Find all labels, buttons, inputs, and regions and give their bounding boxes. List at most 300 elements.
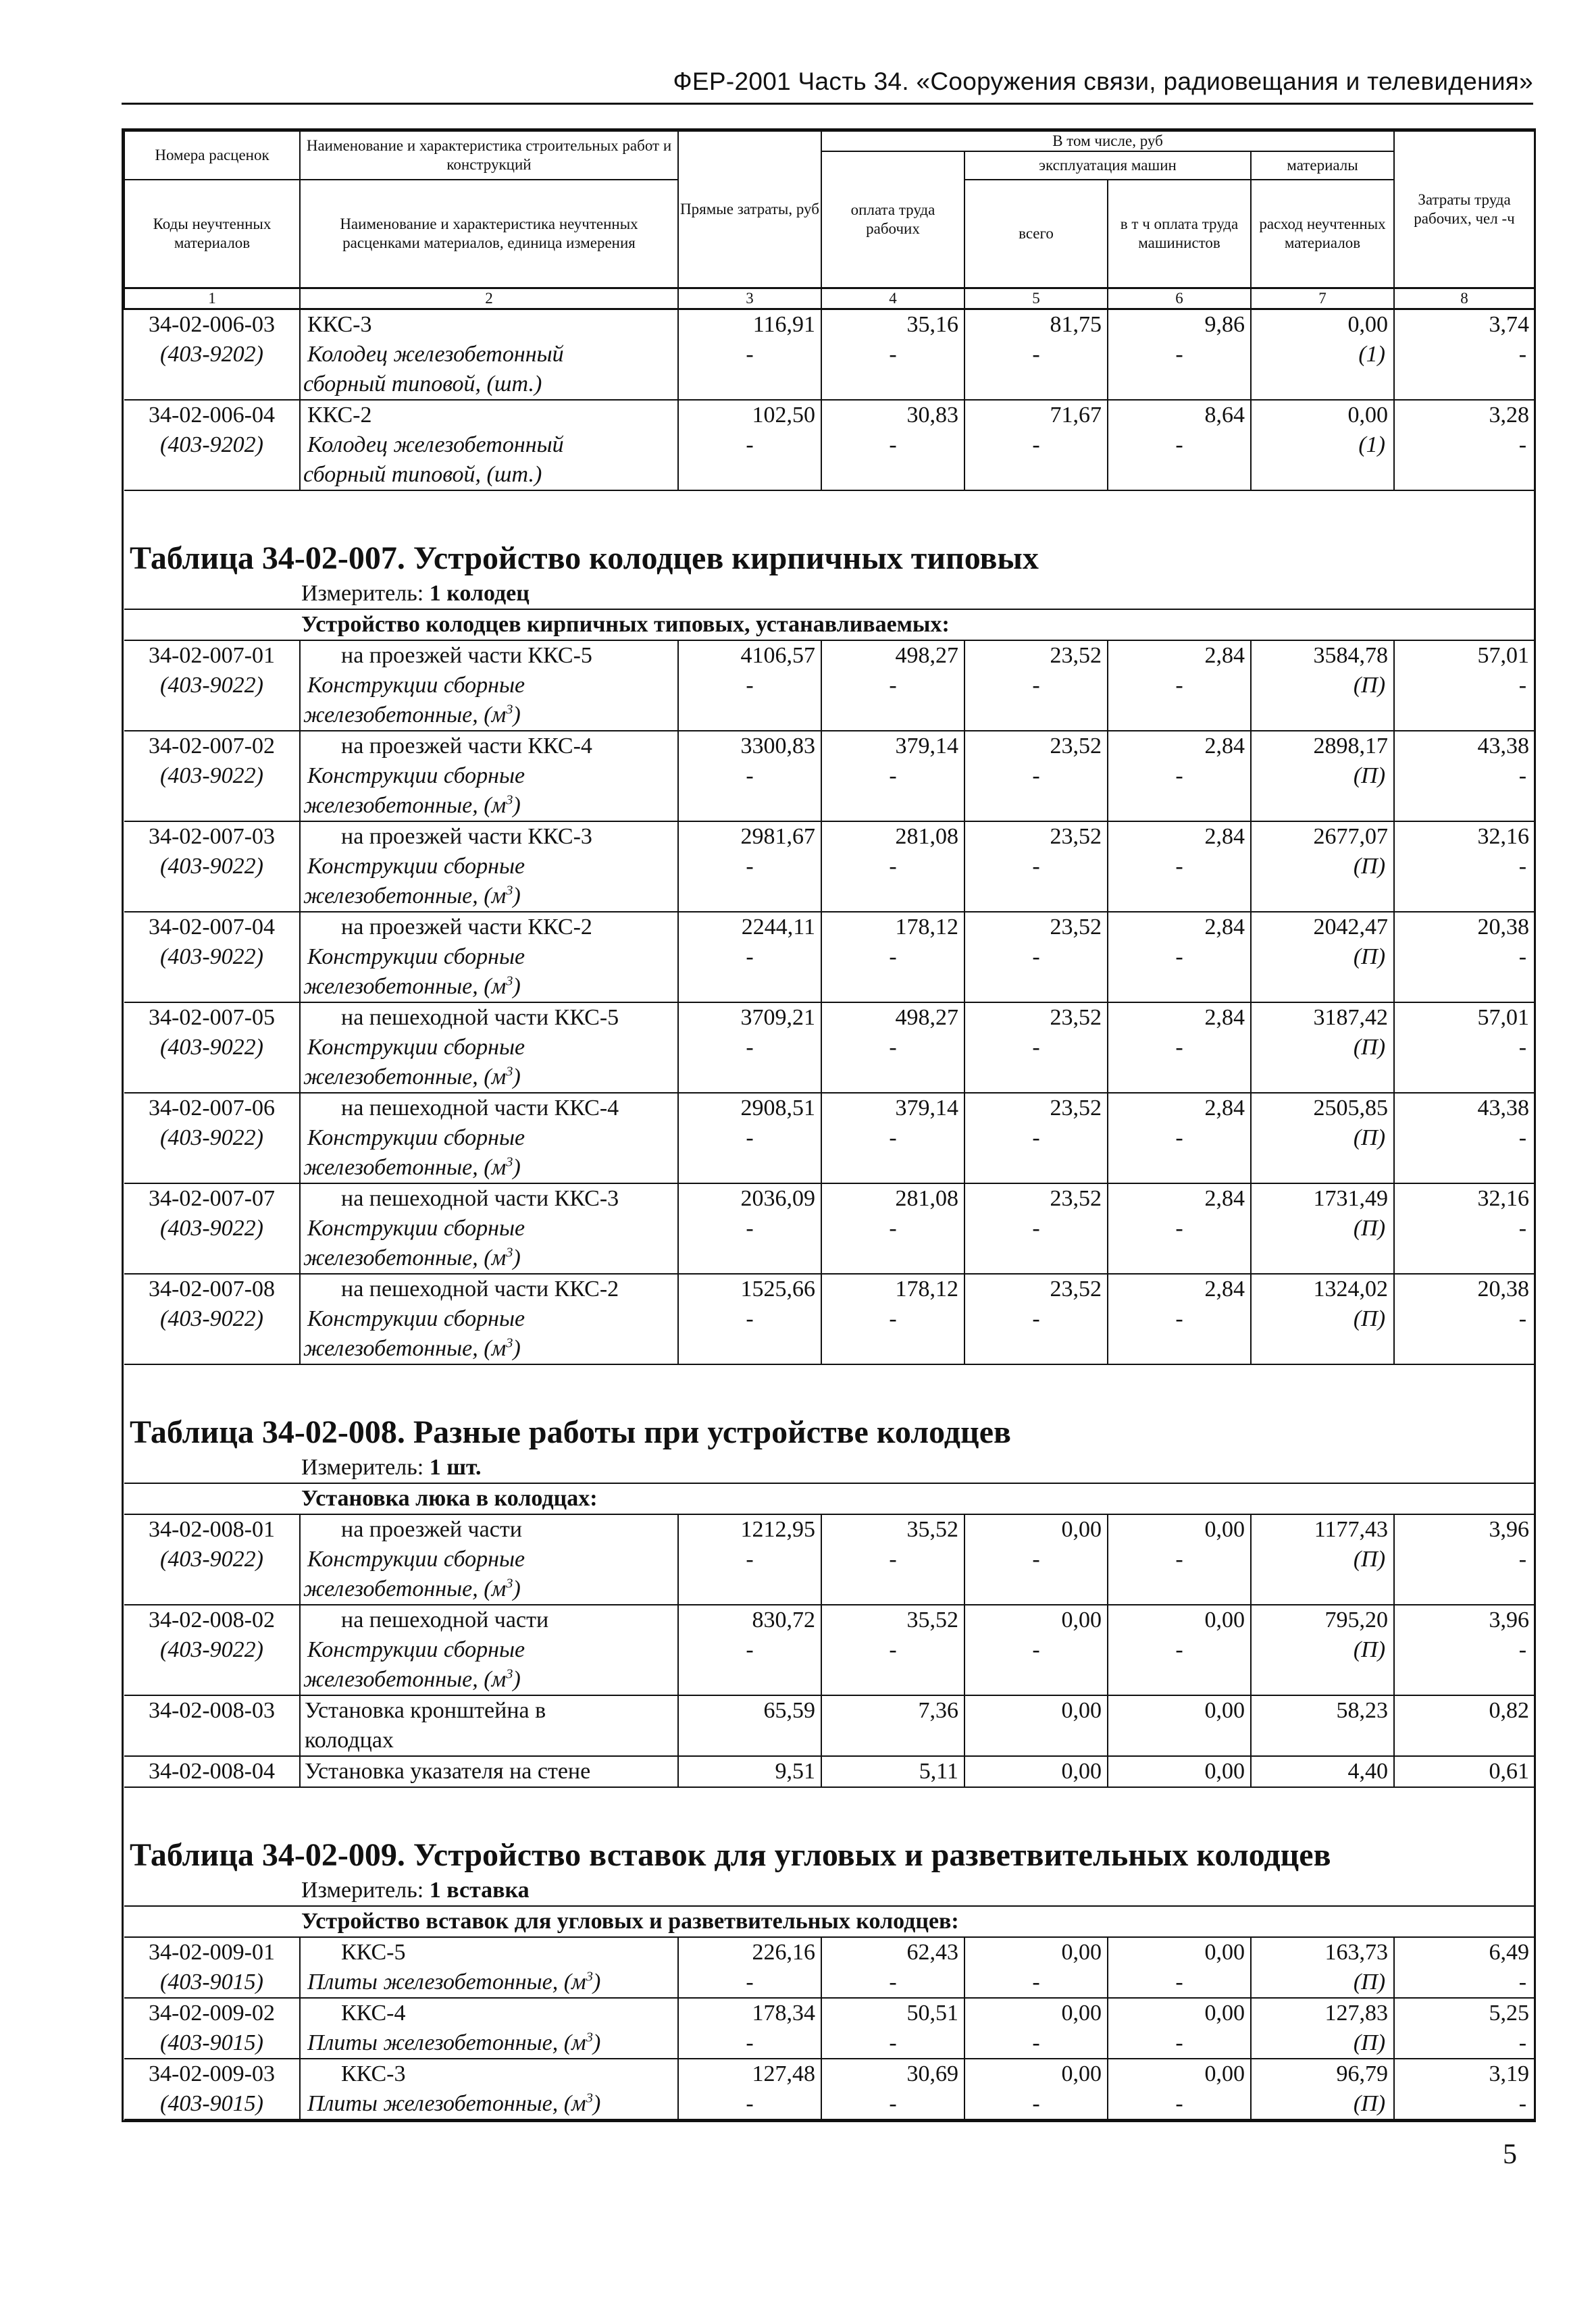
dash: - (964, 2028, 1108, 2059)
col-materials-use: расход неучтенных материалов (1251, 180, 1394, 288)
empty (678, 1726, 821, 1756)
material-name: Конструкции сборные (300, 1123, 678, 1153)
table-title: Таблица 34-02-008. Разные работы при устройстве колодцев (130, 1414, 1011, 1450)
unit-exponent: 3 (506, 973, 513, 989)
material-qty: (П) (1251, 1635, 1394, 1665)
direct-costs: 4106,57 (678, 640, 821, 671)
col-labor-pay: оплата труда рабочих (821, 151, 964, 288)
rate-row (124, 1998, 1535, 2028)
material-name: Конструкции сборные (300, 1545, 678, 1574)
empty (124, 972, 300, 1002)
rate-name: Установка указателя на стене (300, 1756, 678, 1787)
dash: - (821, 1304, 964, 1334)
dash: - (821, 1545, 964, 1574)
material-code: (403-9015) (124, 1968, 300, 1998)
empty (1394, 1153, 1535, 1183)
machines-total: 0,00 (964, 1937, 1108, 1968)
mat-name-text: Плиты железобетонные, (м (307, 2030, 586, 2055)
unit-exponent: 3 (506, 1666, 513, 1682)
empty (124, 1153, 300, 1183)
rate-row (124, 2059, 1535, 2089)
dash: - (964, 1214, 1108, 1243)
empty (678, 369, 821, 400)
empty (1251, 791, 1394, 821)
material-code: (403-9022) (124, 852, 300, 881)
empty (1394, 460, 1535, 490)
rate-row (124, 731, 1535, 761)
running-title: ФЕР-2001 Часть 34. «Сооружения связи, радиовещания и телевидения» (673, 68, 1533, 95)
empty (1251, 700, 1394, 731)
empty (124, 1062, 300, 1093)
machinist-pay: 2,84 (1108, 1183, 1251, 1214)
materials: 2505,85 (1251, 1093, 1394, 1123)
material-row (124, 761, 1535, 791)
unit-exponent: 3 (506, 792, 513, 808)
machinist-pay: 2,84 (1108, 912, 1251, 942)
empty (1108, 1153, 1251, 1183)
empty (678, 1574, 821, 1605)
rate-row (124, 1605, 1535, 1635)
material-name: Конструкции сборные (300, 671, 678, 700)
rate-code: 34-02-008-03 (124, 1695, 300, 1726)
direct-costs: 1525,66 (678, 1274, 821, 1304)
dash: - (821, 430, 964, 460)
labor-pay: 379,14 (821, 731, 964, 761)
empty (1251, 1243, 1394, 1274)
measure-label: Измеритель: (301, 1454, 424, 1480)
value-mat: 4,40 (1251, 1756, 1394, 1787)
unit-exponent: 3 (506, 1064, 513, 1079)
machines-total: 81,75 (964, 309, 1108, 340)
empty (678, 1665, 821, 1695)
column-numbers (124, 288, 1535, 309)
dash: - (1108, 671, 1251, 700)
measure-value: 1 вставка (429, 1877, 530, 1903)
unit-exponent: 3 (506, 702, 513, 717)
machines-total: 0,00 (964, 1998, 1108, 2028)
col-incl: В том числе, руб (821, 131, 1394, 151)
materials: 0,00 (1251, 400, 1394, 430)
dash: - (964, 340, 1108, 369)
header-rule (122, 103, 1533, 105)
rate-row (124, 1183, 1535, 1214)
material-row-cont (124, 1665, 1535, 1695)
empty (1394, 881, 1535, 912)
spacer (124, 490, 1535, 518)
material-name: Конструкции сборные (300, 1304, 678, 1334)
empty (1251, 1334, 1394, 1364)
col-machines-total: всего (964, 180, 1108, 288)
rates-table (122, 128, 1536, 2122)
rate-row (124, 640, 1535, 671)
col-work-name: Наименование и характеристика строительных работ и конструкций (300, 131, 678, 180)
rate-code: 34-02-007-02 (124, 731, 300, 761)
rate-code: 34-02-009-02 (124, 1998, 300, 2028)
materials: 795,20 (1251, 1605, 1394, 1635)
mat-name-text: железобетонные, (м (303, 1154, 507, 1180)
mat-name-end: ) (513, 702, 521, 727)
empty (964, 1334, 1108, 1364)
rate-name: ККС-2 (300, 400, 678, 430)
col-rate-numbers: Номера расценок (124, 131, 300, 180)
material-row-cont (124, 700, 1535, 731)
empty (124, 791, 300, 821)
dash: - (1108, 340, 1251, 369)
col-num: 2 (300, 288, 678, 309)
material-qty: (1) (1251, 340, 1394, 369)
rate-row (124, 821, 1535, 852)
rate-row (124, 912, 1535, 942)
empty (1251, 460, 1394, 490)
rate-row (124, 1756, 1535, 1787)
machines-total: 0,00 (964, 1605, 1108, 1635)
material-code: (403-9022) (124, 1214, 300, 1243)
material-row (124, 671, 1535, 700)
empty (678, 460, 821, 490)
empty (1108, 972, 1251, 1002)
mat-name-end: ) (592, 2090, 601, 2116)
material-name (300, 2089, 678, 2119)
rate-row (124, 1274, 1535, 1304)
empty (1251, 1726, 1394, 1756)
dash: - (964, 942, 1108, 972)
machinist-pay: 2,84 (1108, 1002, 1251, 1033)
col-unaccounted-name: Наименование и характеристика неучтенных расценками материалов, единица измерения (300, 180, 678, 288)
empty (1108, 1334, 1251, 1364)
empty (1251, 1153, 1394, 1183)
empty (821, 1062, 964, 1093)
machines-total: 23,52 (964, 1002, 1108, 1033)
empty (821, 1574, 964, 1605)
material-code: (403-9022) (124, 671, 300, 700)
material-code: (403-9022) (124, 1304, 300, 1334)
dash: - (1108, 1635, 1251, 1665)
dash: - (964, 1033, 1108, 1062)
empty (1394, 700, 1535, 731)
dash: - (678, 2089, 821, 2119)
value-mach: 0,00 (964, 1756, 1108, 1787)
material-row-cont (124, 369, 1535, 400)
rate-name: на пешеходной части ККС-3 (300, 1183, 678, 1214)
dash: - (1518, 1637, 1527, 1662)
material-row-cont (124, 791, 1535, 821)
col-machines: эксплуатация машин (964, 151, 1251, 180)
empty (124, 1726, 300, 1756)
empty (1108, 881, 1251, 912)
value-direct: 65,59 (678, 1695, 821, 1726)
section-subhead: Установка люка в колодцах: (124, 1483, 1535, 1514)
empty (1251, 1062, 1394, 1093)
dash: - (1518, 672, 1527, 698)
dash: - (678, 340, 821, 369)
material-row-cont (124, 1153, 1535, 1183)
empty (124, 1243, 300, 1274)
empty (964, 881, 1108, 912)
labor-pay: 35,52 (821, 1514, 964, 1545)
measure-value: 1 шт. (429, 1454, 482, 1480)
labor-hours: 43,38 (1394, 1093, 1535, 1123)
empty (964, 1153, 1108, 1183)
col-num: 4 (821, 288, 964, 309)
labor-pay: 35,52 (821, 1605, 964, 1635)
section-subhead: Устройство вставок для угловых и разветвительных колодцев: (124, 1906, 1535, 1937)
material-qty: (1) (1251, 430, 1394, 460)
machinist-pay: 9,86 (1108, 309, 1251, 340)
dash: - (678, 761, 821, 791)
empty (1108, 1574, 1251, 1605)
empty (964, 791, 1108, 821)
dash: - (964, 1304, 1108, 1334)
material-row-cont (124, 972, 1535, 1002)
machines-total: 23,52 (964, 821, 1108, 852)
material-name-cont (300, 700, 678, 731)
empty (1394, 369, 1535, 400)
machines-total: 23,52 (964, 731, 1108, 761)
mat-name-end: ) (592, 1969, 601, 1995)
section-subhead: Устройство колодцев кирпичных типовых, устанавливаемых: (124, 609, 1535, 640)
dash: - (964, 852, 1108, 881)
empty (1108, 700, 1251, 731)
mat-name-text: Плиты железобетонные, (м (307, 1969, 586, 1995)
materials: 2677,07 (1251, 821, 1394, 852)
rate-name: на проезжей части (300, 1514, 678, 1545)
material-code: (403-9022) (124, 1545, 300, 1574)
rate-name: на проезжей части ККС-2 (300, 912, 678, 942)
mat-name-text: железобетонные, (м (303, 1335, 507, 1361)
unit-exponent: 3 (506, 1576, 513, 1591)
empty (821, 791, 964, 821)
rate-name: на пешеходной части ККС-5 (300, 1002, 678, 1033)
labor-pay: 498,27 (821, 640, 964, 671)
material-name: Конструкции сборные (300, 1214, 678, 1243)
empty (124, 460, 300, 490)
dash: - (964, 430, 1108, 460)
material-name-cont (300, 1665, 678, 1695)
empty (678, 972, 821, 1002)
material-name: Колодец железобетонный (300, 340, 678, 369)
rate-code: 34-02-008-01 (124, 1514, 300, 1545)
dash: - (1518, 1969, 1527, 1995)
direct-costs: 3300,83 (678, 731, 821, 761)
materials: 1177,43 (1251, 1514, 1394, 1545)
material-code: (403-9022) (124, 1635, 300, 1665)
value-mach_labor: 0,00 (1108, 1756, 1251, 1787)
col-labor-hours: Затраты труда рабочих, чел -ч (1394, 131, 1535, 288)
materials: 0,00 (1251, 309, 1394, 340)
mat-name-end: ) (513, 1245, 521, 1270)
dash: - (1518, 432, 1527, 457)
dash: - (1518, 944, 1527, 969)
material-qty: (П) (1251, 1123, 1394, 1153)
empty (1394, 1574, 1535, 1605)
empty (1394, 791, 1535, 821)
dash: - (964, 1968, 1108, 1998)
material-row-cont (124, 881, 1535, 912)
labor-hours: 0,61 (1394, 1756, 1535, 1787)
material-row (124, 1545, 1535, 1574)
empty (1251, 881, 1394, 912)
dash: - (821, 1123, 964, 1153)
value-direct: 9,51 (678, 1756, 821, 1787)
labor-hours: 32,16 (1394, 821, 1535, 852)
dash: - (678, 1123, 821, 1153)
mat-name-end: ) (513, 1576, 521, 1601)
empty (821, 369, 964, 400)
dash: - (1108, 1304, 1251, 1334)
material-qty: (П) (1251, 761, 1394, 791)
direct-costs: 2981,67 (678, 821, 821, 852)
col-machinist-pay: в т ч оплата труда машинистов (1108, 180, 1251, 288)
material-qty: (П) (1251, 1214, 1394, 1243)
measure-label: Измеритель: (301, 1877, 424, 1903)
material-row (124, 1968, 1535, 1998)
material-qty: (П) (1251, 2089, 1394, 2119)
col-codes: Коды неучтенных материалов (124, 180, 300, 288)
rate-code: 34-02-009-01 (124, 1937, 300, 1968)
labor-pay: 178,12 (821, 912, 964, 942)
empty (124, 1574, 300, 1605)
material-qty: (П) (1251, 1033, 1394, 1062)
col-num: 7 (1251, 288, 1394, 309)
labor-hours: 3,74 (1394, 309, 1535, 340)
rate-row (124, 1937, 1535, 1968)
value-mach_labor: 0,00 (1108, 1695, 1251, 1726)
col-num: 1 (124, 288, 300, 309)
material-code: (403-9202) (124, 430, 300, 460)
dash: - (678, 2028, 821, 2059)
labor-pay: 281,08 (821, 1183, 964, 1214)
machinist-pay: 2,84 (1108, 821, 1251, 852)
value-mach: 0,00 (964, 1695, 1108, 1726)
material-row-cont (124, 1243, 1535, 1274)
labor-pay: 498,27 (821, 1002, 964, 1033)
material-row (124, 2089, 1535, 2119)
empty (1108, 1062, 1251, 1093)
material-code: (403-9022) (124, 761, 300, 791)
material-row (124, 340, 1535, 369)
direct-costs: 127,48 (678, 2059, 821, 2089)
direct-costs: 178,34 (678, 1998, 821, 2028)
direct-costs: 226,16 (678, 1937, 821, 1968)
dash: - (1108, 1214, 1251, 1243)
unit-exponent: 3 (506, 883, 513, 898)
empty (821, 1153, 964, 1183)
material-name: Конструкции сборные (300, 852, 678, 881)
col-direct-costs: Прямые затраты, руб (678, 131, 821, 288)
material-name-cont: сборный типовой, (шт.) (300, 369, 678, 400)
dash: - (821, 1033, 964, 1062)
mat-name-end: ) (513, 883, 521, 908)
dash: - (821, 1214, 964, 1243)
machines-total: 23,52 (964, 640, 1108, 671)
material-name-cont (300, 791, 678, 821)
dash: - (678, 1968, 821, 1998)
dash: - (1108, 761, 1251, 791)
empty (1394, 1726, 1535, 1756)
dash: - (1518, 2090, 1527, 2116)
dash: - (821, 761, 964, 791)
empty (1251, 1574, 1394, 1605)
dash: - (1518, 1546, 1527, 1572)
rate-row (124, 400, 1535, 430)
material-qty: (П) (1251, 852, 1394, 881)
col-num: 6 (1108, 288, 1251, 309)
rate-name: на пешеходной части ККС-2 (300, 1274, 678, 1304)
dash: - (1108, 852, 1251, 881)
labor-hours: 3,96 (1489, 1516, 1530, 1542)
empty (1394, 1062, 1535, 1093)
rate-code: 34-02-007-04 (124, 912, 300, 942)
dash: - (821, 942, 964, 972)
material-name-cont (300, 881, 678, 912)
materials: 3584,78 (1251, 640, 1394, 671)
material-name: Конструкции сборные (300, 761, 678, 791)
machines-total: 0,00 (964, 2059, 1108, 2089)
direct-costs: 3709,21 (678, 1002, 821, 1033)
dash: - (1518, 763, 1527, 788)
materials: 2042,47 (1251, 912, 1394, 942)
material-name-cont: колодцах (300, 1726, 678, 1756)
unit-exponent: 3 (506, 1335, 513, 1351)
dash: - (678, 852, 821, 881)
rate-row (124, 1695, 1535, 1726)
dash: - (678, 1304, 821, 1334)
material-qty: (П) (1251, 1304, 1394, 1334)
material-row-cont (124, 1726, 1535, 1756)
dash: - (1518, 1306, 1527, 1331)
machines-total: 23,52 (964, 1274, 1108, 1304)
rate-name: ККС-4 (300, 1998, 678, 2028)
rate-name: Установка кронштейна в (300, 1695, 678, 1726)
empty (964, 700, 1108, 731)
rate-row (124, 309, 1535, 340)
dash: - (821, 2089, 964, 2119)
material-name-cont (300, 972, 678, 1002)
mat-name-end: ) (513, 792, 521, 818)
empty (964, 972, 1108, 1002)
dash: - (678, 1033, 821, 1062)
empty (964, 1726, 1108, 1756)
mat-name-end: ) (592, 2030, 601, 2055)
material-row-cont (124, 1334, 1535, 1364)
empty (678, 791, 821, 821)
dash: - (821, 671, 964, 700)
dash: - (1518, 1125, 1527, 1150)
empty (1108, 460, 1251, 490)
material-row (124, 430, 1535, 460)
material-code: (403-9022) (124, 1033, 300, 1062)
table-title: Таблица 34-02-007. Устройство колодцев кирпичных типовых (130, 540, 1039, 576)
col-materials: материалы (1251, 151, 1394, 180)
mat-name-text: железобетонные, (м (303, 1245, 507, 1270)
materials: 127,83 (1251, 1998, 1394, 2028)
material-name-cont (300, 1153, 678, 1183)
labor-pay: 62,43 (821, 1937, 964, 1968)
rate-name: ККС-3 (300, 309, 678, 340)
spacer (124, 2119, 1535, 2120)
material-row (124, 852, 1535, 881)
page-number: 5 (1503, 2139, 1517, 2170)
machinist-pay: 0,00 (1108, 1605, 1251, 1635)
material-row (124, 1123, 1535, 1153)
rate-code: 34-02-008-02 (124, 1605, 300, 1635)
material-row-cont (124, 1062, 1535, 1093)
dash: - (678, 942, 821, 972)
mat-name-end: ) (513, 1154, 521, 1180)
value-labor: 7,36 (821, 1695, 964, 1726)
empty (1251, 1665, 1394, 1695)
machinist-pay: 0,00 (1108, 1998, 1251, 2028)
